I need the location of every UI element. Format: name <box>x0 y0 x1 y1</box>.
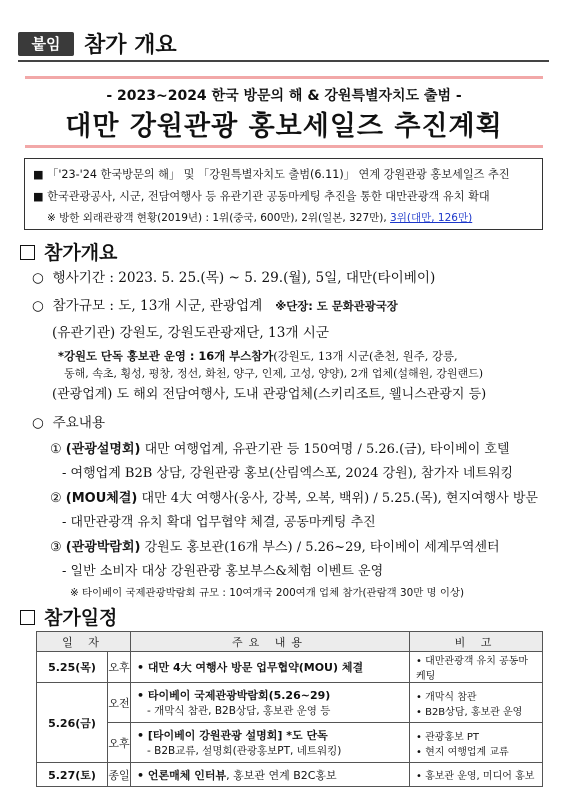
content-cell: • [타이베이 강원관광 설명회] *도 단독 - B2B교류, 설명회(관광홍보PT, 네트워킹) <box>131 723 410 763</box>
header-divider <box>18 60 549 62</box>
section-heading-schedule: 참가일정 <box>20 603 117 630</box>
schedule-header-row <box>37 632 543 652</box>
title-band-top-line <box>25 76 543 79</box>
content-item-1-sub: - 여행업계 B2B 상담, 강원관광 홍보(산림엑스포, 2024 강원), 참가자 네트워킹 <box>62 466 514 481</box>
checkbox-square-icon <box>20 610 35 625</box>
table-row <box>37 763 543 787</box>
note-cell: • 개막식 참관 • B2B상담, 홍보관 운영 <box>410 683 543 723</box>
attachment-title: 참가 개요 <box>84 33 177 58</box>
note-cell: • 대만관광객 유치 공동마케팅 <box>410 652 543 683</box>
table-row <box>37 652 543 683</box>
column-header-date: 일 자 <box>37 632 131 652</box>
time-cell: 오후 <box>108 652 131 683</box>
note-cell: • 홍보관 운영, 미디어 홍보 <box>410 763 543 787</box>
content-cell: • 대만 4大 여행사 방문 업무협약(MOU) 체결 <box>131 652 410 683</box>
summary-box <box>24 158 543 230</box>
circle-bullet-icon: ○ <box>32 298 49 314</box>
summary-bullet-1: ■ 「'23-'24 한국방문의 해」 및 「강원특별자치도 출범(6.11)」 연계 강원관광 홍보세일즈 추진 <box>33 168 510 181</box>
booth-line-1: *강원도 단독 홍보관 운영 : 16개 부스참가(강원도, 13개 시군(춘천, 원주, 강릉, <box>58 349 458 363</box>
period-line: ○ 행사기간 : 2023. 5. 25.(목) ~ 5. 29.(월), 5일, 대만(타이베이) <box>32 270 436 286</box>
time-cell: 오전 <box>108 683 131 723</box>
column-header-note: 비 고 <box>410 632 543 652</box>
circle-bullet-icon: ○ <box>32 415 49 431</box>
checkbox-square-icon <box>20 245 35 260</box>
booth-line-2: 동해, 속초, 횡성, 평창, 정선, 화천, 양구, 인제, 고성, 양양), 2개 업체(설해원, 강원랜드) <box>64 367 484 380</box>
square-bullet-icon: ■ <box>33 168 48 181</box>
document-subtitle: - 2023~2024 한국 방문의 해 & 강원특별자치도 출범 - <box>106 88 462 104</box>
agencies-line: (유관기관) 강원도, 강원도관광재단, 13개 시군 <box>52 325 330 341</box>
table-row <box>37 683 543 723</box>
title-band <box>25 76 543 148</box>
industry-line: (관광업계) 도 해외 전담여행사, 도내 관광업체(스키리조트, 웰니스관광지 등) <box>52 387 487 402</box>
square-bullet-icon: ■ <box>33 190 48 203</box>
content-item-3-sub: - 일반 소비자 대상 강원관광 홍보부스&체험 이벤트 운영 <box>62 564 384 579</box>
content-item-2-sub: - 대만관광객 유치 확대 업무협약 체결, 공동마케팅 추진 <box>62 515 376 530</box>
leader-note: ※단장: 도 문화관광국장 <box>275 299 398 313</box>
circle-bullet-icon: ○ <box>32 270 49 286</box>
content-cell: • 언론매체 인터뷰, 홍보관 연계 B2C홍보 <box>131 763 410 787</box>
note-cell: • 관광홍보 PT • 현지 여행업계 교류 <box>410 723 543 763</box>
content-item-1: ① (관광설명회) 대만 여행업계, 유관기관 등 150여명 / 5.26.(금), 타이베이 호텔 <box>50 442 510 457</box>
section-heading-overview: 참가개요 <box>20 238 117 265</box>
content-item-3: ③ (관광박람회) 강원도 홍보관(16개 부스) / 5.26~29, 타이베이 세계무역센터 <box>50 540 500 555</box>
schedule-table <box>36 631 543 787</box>
content-item-3-note: ※ 타이베이 국제관광박람회 규모 : 10여개국 200여개 업체 참가(관람객 30만 명 이상) <box>70 587 465 599</box>
contents-line: ○ 주요내용 <box>32 415 106 431</box>
content-item-2: ② (MOU체결) 대만 4大 여행사(웅사, 강복, 오복, 백위) / 5.25.(목), 현지여행사 방문 <box>50 491 538 506</box>
title-band-bottom-line <box>25 145 543 148</box>
date-cell: 5.25(목) <box>37 652 108 683</box>
summary-highlight: 3위(대만, 126만) <box>390 212 473 224</box>
summary-bullet-2: ■ 한국관광공사, 시군, 전담여행사 등 유관기관 공동마케팅 추진을 통한 대만관광객 유치 확대 <box>33 190 490 203</box>
document-title: 대만 강원관광 홍보세일즈 추진계획 <box>65 111 503 142</box>
time-cell: 오후 <box>108 723 131 763</box>
time-cell: 종일 <box>108 763 131 787</box>
content-cell: • 타이베이 국제관광박람회(5.26~29) - 개막식 참관, B2B상담, 홍보관 운영 등 <box>131 683 410 723</box>
column-header-content: 주요 내용 <box>131 632 410 652</box>
scale-line: ○ 참가규모 : 도, 13개 시군, 관광업계 ※단장: 도 문화관광국장 <box>32 298 398 314</box>
date-cell: 5.26(금) <box>37 683 108 763</box>
table-row <box>37 723 543 763</box>
date-cell: 5.27(토) <box>37 763 108 787</box>
attachment-badge: 붙임 <box>18 32 74 56</box>
summary-note: ※ 방한 외래관광객 현황(2019년) : 1위(중국, 600만), 2위(일본, 327만), 3위(대만, 126만) <box>47 212 473 224</box>
